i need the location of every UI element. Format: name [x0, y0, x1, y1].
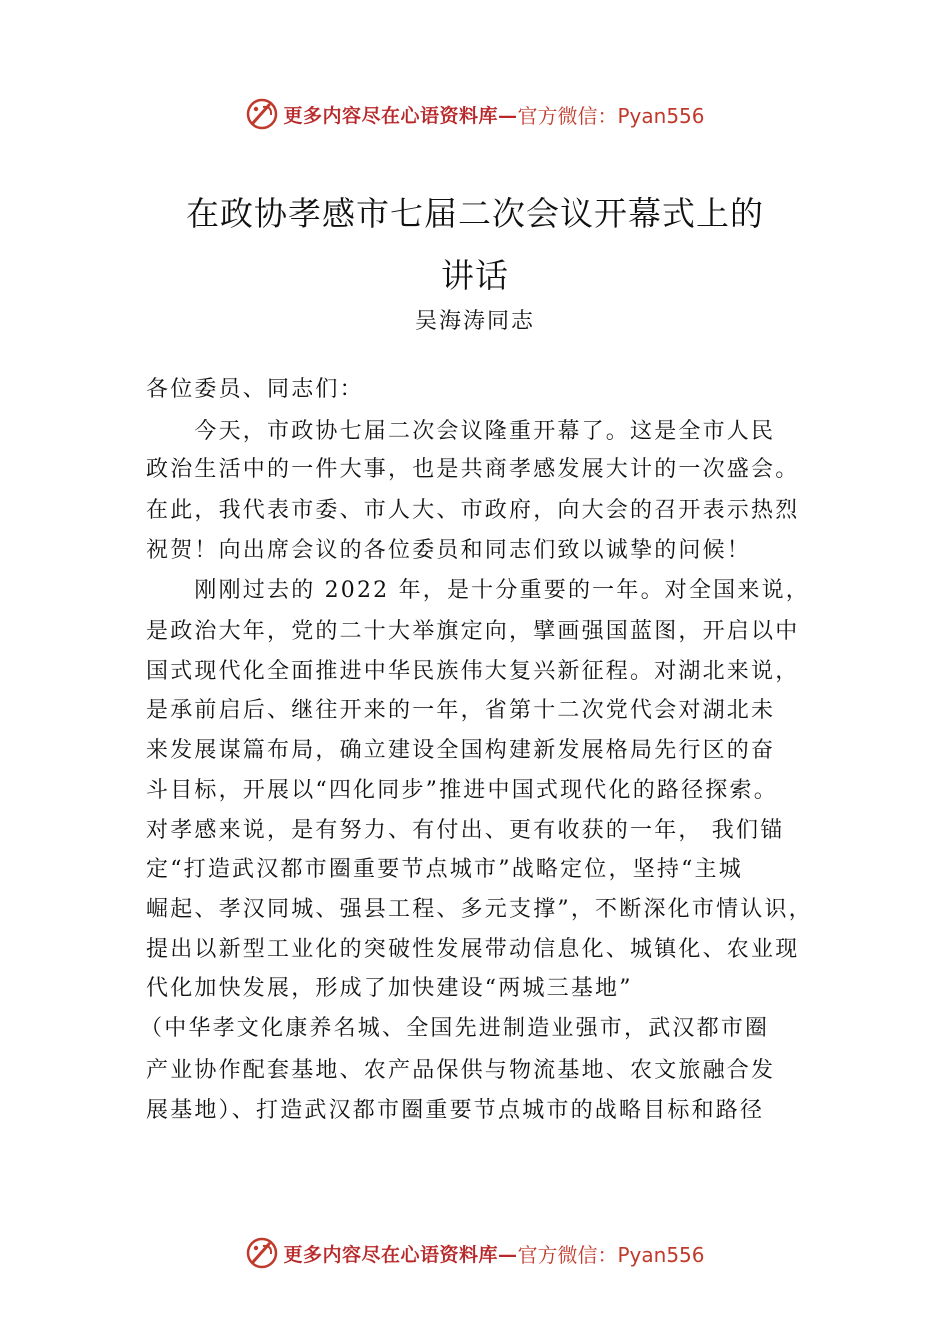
body-line: 崛起、孝汉同城、强县工程、多元支撑”，不断深化市情认识，: [146, 897, 813, 922]
body-line: 今天，市政协七届二次会议隆重开幕了。这是全市人民: [146, 419, 776, 444]
document-title-line2: 讲话: [441, 256, 509, 295]
body-line: 是承前启后、继往开来的一年，省第十二次党代会对湖北未: [146, 698, 776, 723]
banner-text: 更多内容尽在心语资料库—: [283, 1243, 518, 1266]
body-line: 祝贺！向出席会议的各位委员和同志们致以诚挚的问候！: [146, 538, 752, 563]
document-title-line1: 在政协孝感市七届二次会议开幕式上的: [186, 194, 764, 233]
banner-text: 更多内容尽在心语资料库—: [283, 104, 518, 127]
body-line: 各位委员、同志们：: [146, 377, 364, 402]
body-line: 在此，我代表市委、市人大、市政府，向大会的召开表示热烈: [146, 498, 800, 523]
body-line: 斗目标，开展以“四化同步”推进中国式现代化的路径探索。: [146, 778, 778, 803]
body-line: 定“打造武汉都市圈重要节点城市”战略定位，坚持“主城: [146, 857, 743, 882]
body-line: （中华孝文化康养名城、全国先进制造业强市，武汉都市圈: [140, 1016, 770, 1041]
body-line: 国式现代化全面推进中华民族伟大复兴新征程。对湖北来说，: [146, 659, 800, 684]
document-author: 吴海涛同志: [414, 309, 535, 334]
body-line: 展基地）、打造武汉都市圈重要节点城市的战略目标和路径: [146, 1098, 765, 1123]
banner-wechat: 官方微信：Pyan556: [517, 1242, 705, 1267]
body-line: 提出以新型工业化的突破性发展带动信息化、城镇化、农业现: [146, 937, 800, 962]
logo-icon: [245, 97, 279, 131]
body-line: 刚刚过去的 2022 年，是十分重要的一年。对全国来说，: [146, 578, 810, 603]
header-banner: [0, 94, 950, 134]
logo-icon: [245, 1236, 279, 1270]
body-line: 来发展谋篇布局，确立建设全国构建新发展格局先行区的奋: [146, 738, 776, 763]
body-line: 是政治大年，党的二十大举旗定向，擘画强国蓝图，开启以中: [146, 619, 800, 644]
footer-banner: [0, 1233, 950, 1273]
body-line: 政治生活中的一件大事，也是共商孝感发展大计的一次盛会。: [146, 457, 800, 482]
body-line: 代化加快发展，形成了加快建设“两城三基地”: [146, 976, 633, 1001]
body-line: 产业协作配套基地、农产品保供与物流基地、农文旅融合发: [146, 1058, 776, 1083]
banner-wechat: 官方微信：Pyan556: [517, 103, 705, 128]
body-line: 对孝感来说，是有努力、有付出、更有收获的一年， 我们锚: [146, 818, 785, 843]
